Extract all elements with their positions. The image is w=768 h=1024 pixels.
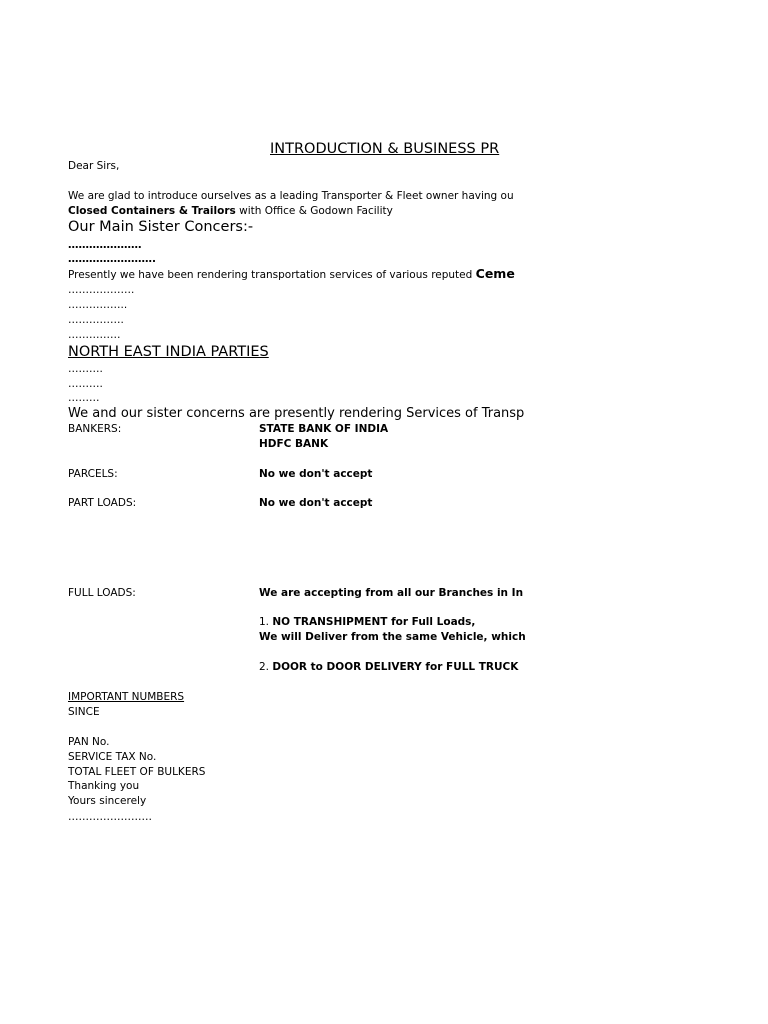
bank-1: STATE BANK OF INDIA [259, 423, 389, 435]
part-loads-label: PART LOADS: [68, 497, 137, 509]
point-2-number: 2. [259, 661, 273, 673]
bankers-label: BANKERS: [68, 423, 122, 435]
pan-label: PAN No. [68, 736, 110, 748]
thanking-line: Thanking you [68, 780, 140, 792]
northeast-dots-3: ……… [68, 392, 100, 404]
point-1-number: 1. [259, 616, 273, 628]
greeting: Dear Sirs, [68, 160, 120, 172]
sister-concerns-heading: Our Main Sister Concers:- [68, 219, 254, 235]
full-loads-value: We are accepting from all our Branches in In [259, 587, 524, 599]
important-numbers-heading: IMPORTANT NUMBERS [68, 691, 185, 703]
point-1 [259, 615, 475, 629]
presently-bold: Ceme [475, 266, 515, 281]
point-2 [259, 660, 518, 674]
parcels-label: PARCELS: [68, 468, 118, 480]
point-2-text: DOOR to DOOR DELIVERY for FULL TRUCK [272, 661, 519, 673]
yours-sincerely: Yours sincerely [68, 795, 147, 807]
services-line: We and our sister concerns are presently rendering Services of Transp [68, 406, 525, 421]
bank-2: HDFC BANK [259, 438, 329, 450]
client-dots-1: ………………. [68, 284, 135, 296]
client-dots-3: ……………. [68, 314, 124, 326]
since-label: SINCE [68, 706, 100, 718]
facility-line [68, 204, 393, 218]
sister-dots-2: ……………………. [68, 253, 156, 265]
presently-line [68, 267, 515, 282]
facility-rest: with Office & Godown Facility [235, 205, 393, 217]
client-dots-4: …………… [68, 329, 121, 341]
intro-line: We are glad to introduce ourselves as a leading Transporter & Fleet owner having ou [68, 190, 514, 202]
presently-text: Presently we have been rendering transportation services of various reputed [68, 269, 476, 281]
point-1-text: NO TRANSHIPMENT for Full Loads, [272, 616, 476, 628]
sister-dots-1: ………………… [68, 239, 142, 251]
signature-dots: …………………… [68, 811, 152, 823]
part-loads-value: No we don't accept [259, 497, 373, 509]
point-1-line-2: We will Deliver from the same Vehicle, which [259, 631, 526, 643]
facility-bold: Closed Containers & Trailors [68, 205, 236, 217]
northeast-dots-2: ………. [68, 378, 103, 390]
service-tax-label: SERVICE TAX No. [68, 751, 157, 763]
client-dots-2: …………….. [68, 299, 128, 311]
north-east-heading: NORTH EAST INDIA PARTIES [68, 344, 269, 360]
full-loads-label: FULL LOADS: [68, 587, 136, 599]
fleet-label: TOTAL FLEET OF BULKERS [68, 766, 206, 778]
document-title: INTRODUCTION & BUSINESS PR [270, 141, 500, 157]
parcels-value: No we don't accept [259, 468, 373, 480]
northeast-dots-1: ………. [68, 363, 103, 375]
